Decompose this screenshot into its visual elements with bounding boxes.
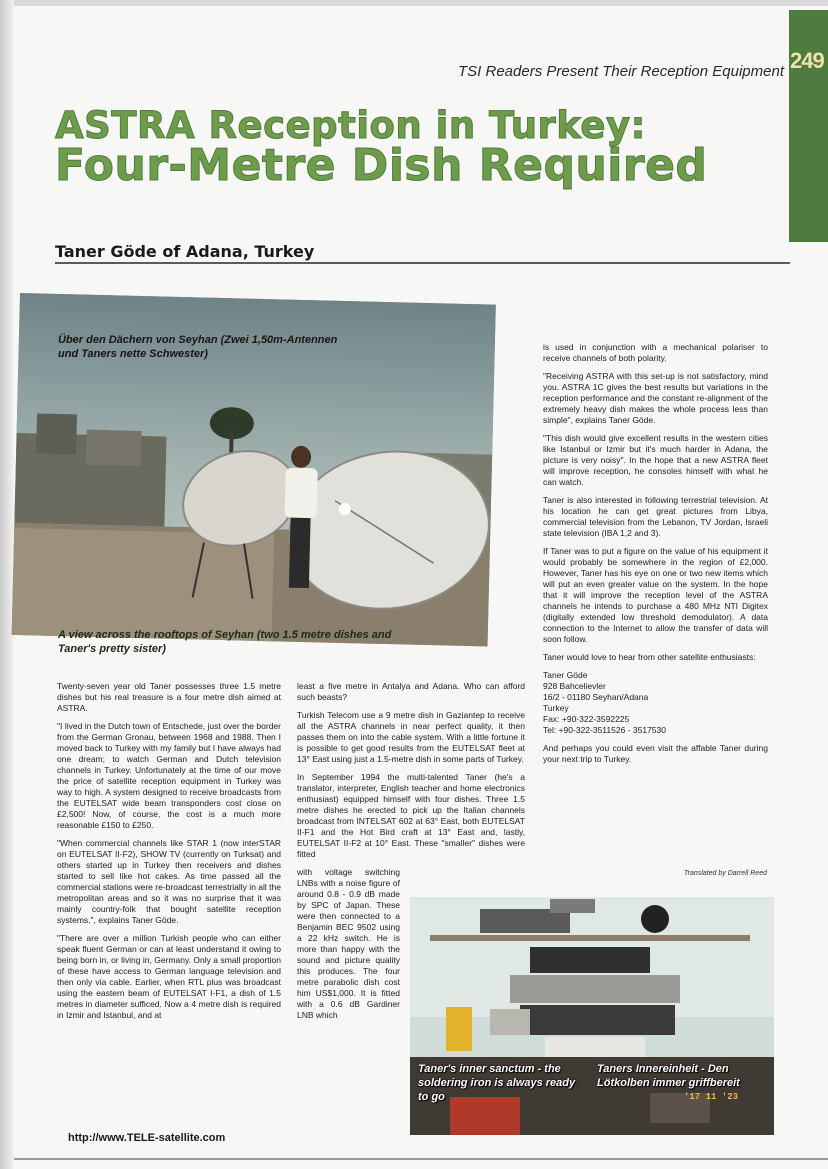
address-line: 928 Bahcelievler	[543, 681, 606, 691]
contact-address	[543, 670, 768, 736]
paragraph: "This dish would give excellent results in the western cities like Istanbul or Izmir but it's much harder in Adana, the picture is very noisy". In the hope that a new ASTRA fleet will improve reception, he consoles himself with what he can watch.	[543, 433, 768, 487]
paragraph: Turkish Telecom use a 9 metre dish in Gaziantep to receive all the ASTRA channels in near perfect quality, it then passes them on into the cable system. With a little fortune it is possible to get good results from the EUTELSAT fleet at 13° East using just a 1.5-metre dish in some parts of Turkey.	[297, 710, 525, 764]
address-line: Fax: +90-322-3592225	[543, 714, 630, 724]
section-title: TSI Readers Present Their Reception Equipment	[458, 63, 784, 80]
footer-url: http://www.TELE-satellite.com	[68, 1132, 226, 1144]
photo-caption-english: A view across the rooftops of Seyhan (two 1.5 metre dishes and Taner's pretty sister)	[58, 629, 392, 655]
paragraph: "When commercial channels like STAR 1 (now interSTAR on EUTELSAT II-F2), SHOW TV (currently on Turksat) and others started up in Turkey then receivers and dishes started to sell like hot cakes. As time passed all the commercial stations were re-broadcast terrestrially in all the metropolitan areas and so it was no surprise that it was mainly country-folk that bought satellite reception systems.", explains Taner Göde.	[57, 838, 281, 925]
paragraph: least a five metre in Antalya and Adana. Who can afford such beasts?	[297, 681, 525, 702]
bottom-edge	[14, 1158, 828, 1160]
paragraph: Taner is also interested in following terrestrial television. At his location he can get great pictures from Libya, commercial television from the Lebanon, TV Jordan, Israeli state television (IBA 1,2 and 3).	[543, 495, 768, 538]
paragraph: Twenty-seven year old Taner possesses three 1.5 metre dishes but his real treasure is a four metre dish aimed at ASTRA.	[57, 681, 281, 713]
address-line: Taner Göde	[543, 670, 588, 680]
paragraph: "Receiving ASTRA with this set-up is not satisfactory, mind you. ASTRA 1C gives the best results but variations in the reception performance and the constant re-alignment of the extremely heavy dish makes the whole process less than simple", explains Taner Göde.	[543, 371, 768, 425]
byline-rule	[55, 262, 790, 264]
paragraph: Taner would love to hear from other satellite enthusiasts:	[543, 652, 756, 662]
paragraph: If Taner was to put a figure on the value of his equipment it would probably be somewhere in the region of £2,000. However, Taner has his eye on one or two new items which will put an even greater value on the system. In the hope that it will improve the reception level of the ASTRA channels he intends to purchase a 480 MHz NTI Digitex (digitally extended low threshold demodulator). A data connection to the Internet to allow the transfer of data will soon follow.	[543, 546, 768, 644]
equipment-caption-english: Taner's inner sanctum - the soldering iron is always ready to go	[418, 1063, 576, 1103]
address-line: 16/2 - 01180 Seyhan/Adana	[543, 692, 649, 702]
byline: Taner Göde of Adana, Turkey	[55, 242, 315, 261]
closing-paragraph: And perhaps you could even visit the affable Taner during your next trip to Turkey.	[543, 743, 768, 764]
address-line: Tel: +90-322-3511526 - 3517530	[543, 725, 666, 735]
paragraph: is used in conjunction with a mechanical polariser to receive channels of both polarity.	[543, 342, 768, 363]
paragraph: "I lived in the Dutch town of Entschede, just over the border from the German Gronau, between 1968 and 1988. Then I moved back to Turkey with my family but I have always had one dream; to watch German and Dutch television channels in Turkey. Unfortunately at the time of our move the price of satellite reception equipment in Turkey was way to high. A system designed to receive broadcasts from the EUTELSAT wide beam transponders cost close on £2,500! Now, of course, the cost is a much more reasonable £150 to £250.	[57, 721, 281, 830]
headline-line-2: Four-Metre Dish Required	[55, 140, 708, 191]
paragraph: with voltage switching LNBs with a noise figure of around 0.8 - 0.9 dB made by SPC of Japan. These were then connected to a Benjamin BEC 9502 using a 22 kHz switch. He is more than happy with the sound and picture quality this produces. The four metre parabolic dish cost him US$1,000. It is fitted with a 0.6 dB Gardiner LNB which	[297, 867, 400, 1020]
photo-caption-german: Über den Dächern von Seyhan (Zwei 1,50m-Antennen und Taners nette Schwester)	[58, 334, 338, 360]
page-number: 249	[790, 48, 824, 73]
article-column-3	[543, 342, 768, 772]
paragraph: "There are over a million Turkish people who can either speak fluent German or can at least understand it owing to being born in, or living in, Germany. Only a small proportion of these have access to German language television and then only via cable. Earlier, when RTL plus was broadcast using the eastern beam of EUTELSAT I-F1, a dish of 1.5 metres in diameter sufficed. Now a 4 metre dish is required in Izmir and Istanbul, and at	[57, 933, 281, 1020]
paragraph: In September 1994 the multi-talented Taner (he's a translator, interpreter, English teacher and home electronics enthusiast) equipped himself with four dishes. Three 1.5 metre dishes he erected to pick up the Italian channels broadcast from INTELSAT 602 at 63° East, both EUTELSAT II-F1 and the Hot Bird craft at 13° East and, lastly, EUTELSAT II-F2 at 10° East. These "smaller" dishes were fitted	[297, 772, 525, 859]
translation-credit: Translated by Darrell Reed	[683, 870, 767, 877]
photo-timestamp: '17 11 '23	[684, 1092, 739, 1102]
address-line: Turkey	[543, 703, 569, 713]
article-column-1	[57, 681, 281, 1028]
equipment-caption-german: Taners Innereinheit - Den Lötkolben immer griffbereit	[597, 1063, 740, 1089]
top-edge	[14, 0, 828, 6]
page-tab	[789, 10, 828, 242]
headline-line-1: ASTRA Reception in Turkey:	[55, 104, 646, 147]
